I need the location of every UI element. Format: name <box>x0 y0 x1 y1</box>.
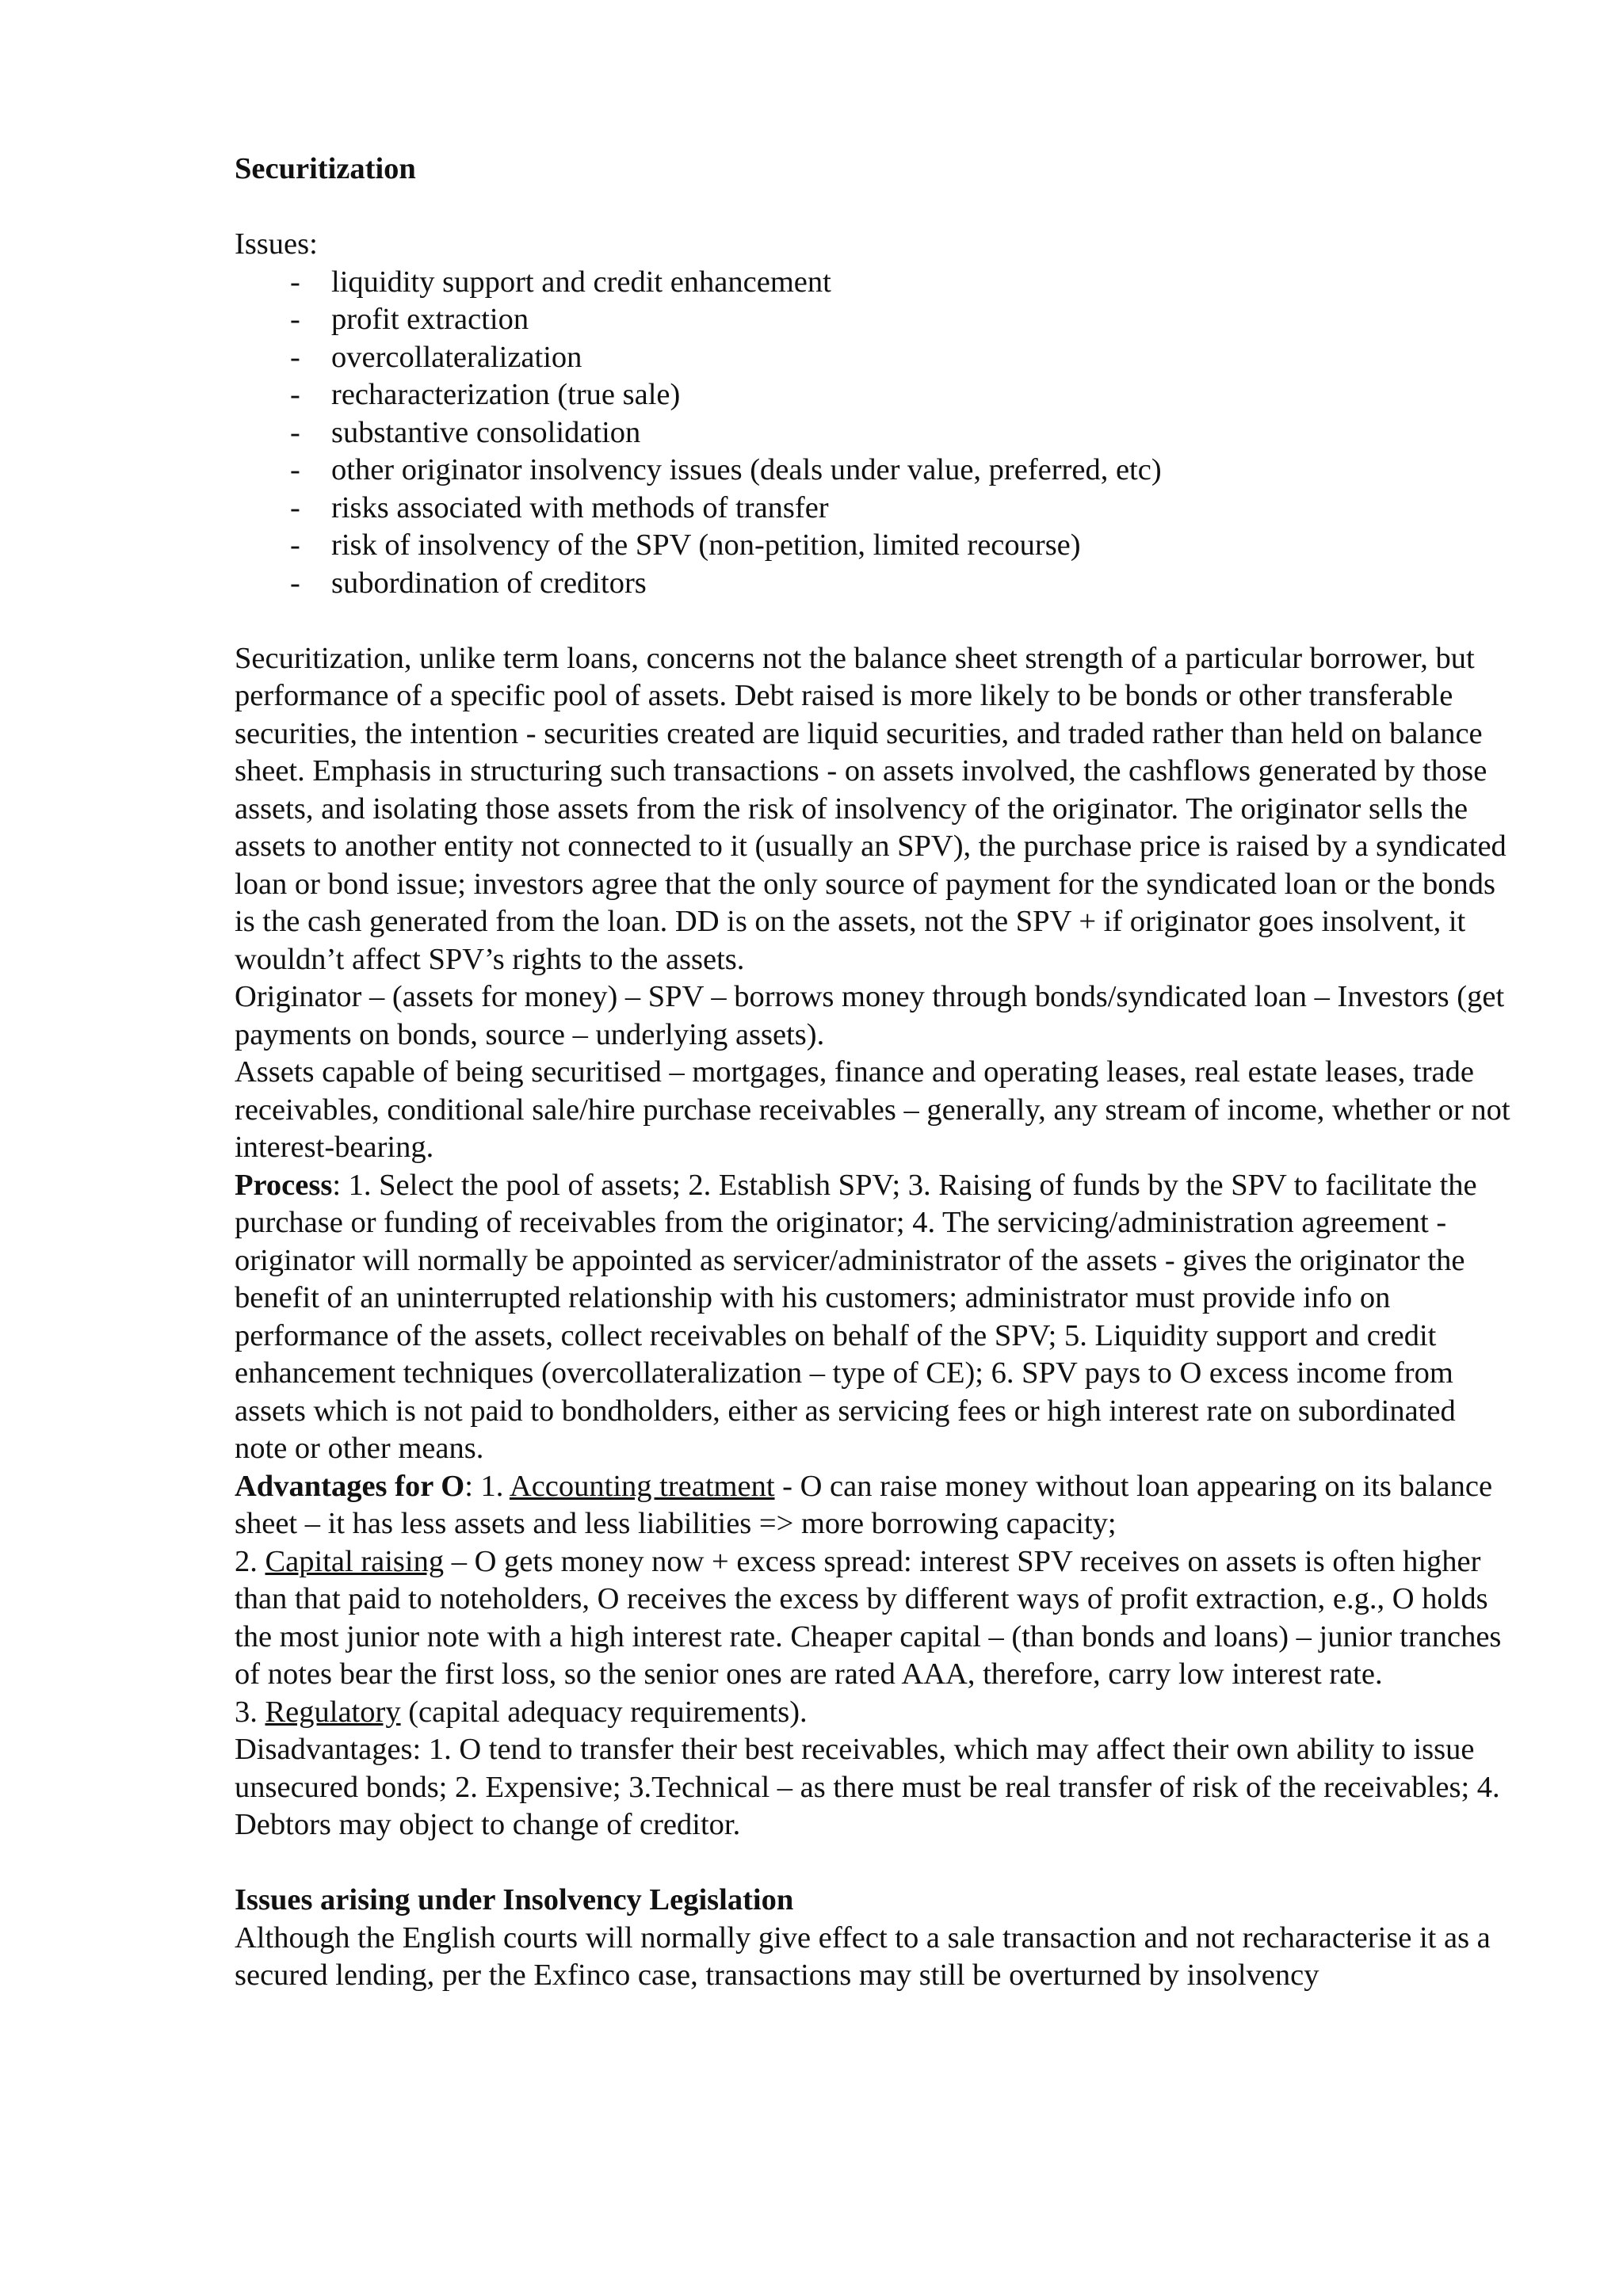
list-item-text: profit extraction <box>331 303 529 336</box>
document-title: Securitization <box>235 152 416 185</box>
advantage-3-paragraph <box>235 1694 1512 1732</box>
list-bullet: - <box>290 265 300 299</box>
insolvency-paragraph: Although the English courts will normally give effect to a sale transaction and not recharacterise it as a secured lending, per the Exfinco case, transactions may still be overturned by insolvency <box>235 1920 1491 1992</box>
list-item-text: substantive consolidation <box>331 415 641 449</box>
advantage-3-text: (capital adequacy requirements). <box>400 1695 808 1729</box>
list-item <box>235 565 1512 603</box>
advantage-2-text: – O gets money now + excess spread: interest SPV receives on assets is often higher than that paid to noteholders, O receives the excess by different ways of profit extraction, e.g., O holds the most junior note with a high interest rate. Cheaper capital – (than bonds and loans) – junior tranches of notes bear the first loss, so the senior ones are rated AAA, therefore, carry low interest rate. <box>235 1544 1502 1691</box>
list-item <box>235 452 1512 490</box>
list-item-text: subordination of creditors <box>331 566 647 600</box>
advantages-label: Advantages for O <box>235 1469 465 1503</box>
advantage-2-title: Capital raising <box>265 1544 445 1578</box>
process-label: Process <box>235 1168 333 1202</box>
advantage-2-paragraph <box>235 1543 1512 1694</box>
list-bullet: - <box>290 340 300 374</box>
advantage-1-title: Accounting treatment <box>509 1469 775 1503</box>
list-item-text: overcollateralization <box>331 340 582 374</box>
list-item-text: risks associated with methods of transfer <box>331 490 829 524</box>
advantage-2-prefix: 2. <box>235 1544 265 1578</box>
insolvency-heading: Issues arising under Insolvency Legislation <box>235 1883 794 1917</box>
issues-list <box>235 264 1512 603</box>
list-bullet: - <box>290 566 300 600</box>
list-item-text: other originator insolvency issues (deals under value, preferred, etc) <box>331 453 1162 486</box>
list-item <box>235 414 1512 452</box>
list-bullet: - <box>290 528 300 562</box>
intro-paragraph: Securitization, unlike term loans, concerns not the balance sheet strength of a particular borrower, but performance of a specific pool of assets. Debt raised is more likely to be bonds or other transferable securities, the intention - securities created are liquid securities, and traded rather than held on balance sheet. Emphasis in structuring such transactions - on assets involved, the cashflows generated by those assets, and isolating those assets from the risk of insolvency of the originator. The originator sells the assets to another entity not connected to it (usually an SPV), the purchase price is raised by a syndicated loan or bond issue; investors agree that the only source of payment for the syndicated loan or the bonds is the cash generated from the loan. DD is on the assets, not the SPV + if originator goes insolvent, it wouldn’t affect SPV’s rights to the assets. <box>235 641 1507 976</box>
advantages-paragraph <box>235 1468 1512 1543</box>
advantage-1-text: - O can raise money without loan appearing on its balance sheet – it has less assets and less liabilities => more borrowing capacity; <box>235 1469 1493 1540</box>
advantage-3-prefix: 3. <box>235 1695 265 1729</box>
list-bullet: - <box>290 490 300 524</box>
advantage-3-title: Regulatory <box>265 1695 401 1729</box>
issues-label: Issues: <box>235 227 318 261</box>
flow-paragraph: Originator – (assets for money) – SPV – borrows money through bonds/syndicated loan – Investors (get payments on bonds, source – underlying assets). <box>235 980 1505 1051</box>
assets-paragraph: Assets capable of being securitised – mortgages, finance and operating leases, real estate leases, trade receivables, conditional sale/hire purchase receivables – generally, any stream of income, whether or not interest-bearing. <box>235 1055 1510 1164</box>
spacer <box>235 602 1512 640</box>
list-item-text: recharacterization (true sale) <box>331 378 681 411</box>
advantage-1-prefix: : 1. <box>464 1469 510 1503</box>
list-item <box>235 527 1512 565</box>
list-item-text: risk of insolvency of the SPV (non-petition, limited recourse) <box>331 528 1081 562</box>
process-text: : 1. Select the pool of assets; 2. Establish SPV; 3. Raising of funds by the SPV to facilitate the purchase or funding of receivables from the originator; 4. The servicing/administration agreement - originator will normally be appointed as servicer/administrator of the assets - gives the originator the benefit of an uninterrupted relationship with his customers; administrator must provide info on performance of the assets, collect receivables on behalf of the SPV; 5. Liquidity support and credit enhancement techniques (overcollateralization – type of CE); 6. SPV pays to O excess income from assets which is not paid to bondholders, either as servicing fees or high interest rate on subordinated note or other means. <box>235 1168 1477 1465</box>
list-item <box>235 376 1512 414</box>
list-item <box>235 264 1512 302</box>
spacer <box>235 189 1512 227</box>
list-item <box>235 339 1512 377</box>
list-bullet: - <box>290 415 300 449</box>
list-item <box>235 490 1512 528</box>
list-bullet: - <box>290 303 300 336</box>
list-item-text: liquidity support and credit enhancement <box>331 265 831 299</box>
list-bullet: - <box>290 453 300 486</box>
spacer <box>235 1844 1512 1882</box>
process-paragraph <box>235 1167 1512 1468</box>
disadvantages-paragraph: Disadvantages: 1. O tend to transfer their best receivables, which may affect their own ability to issue unsecured bonds; 2. Expensive; 3.Technical – as there must be real transfer of risk of the receivables; 4. Debtors may object to change of creditor. <box>235 1733 1500 1841</box>
list-item <box>235 301 1512 339</box>
list-bullet: - <box>290 378 300 411</box>
